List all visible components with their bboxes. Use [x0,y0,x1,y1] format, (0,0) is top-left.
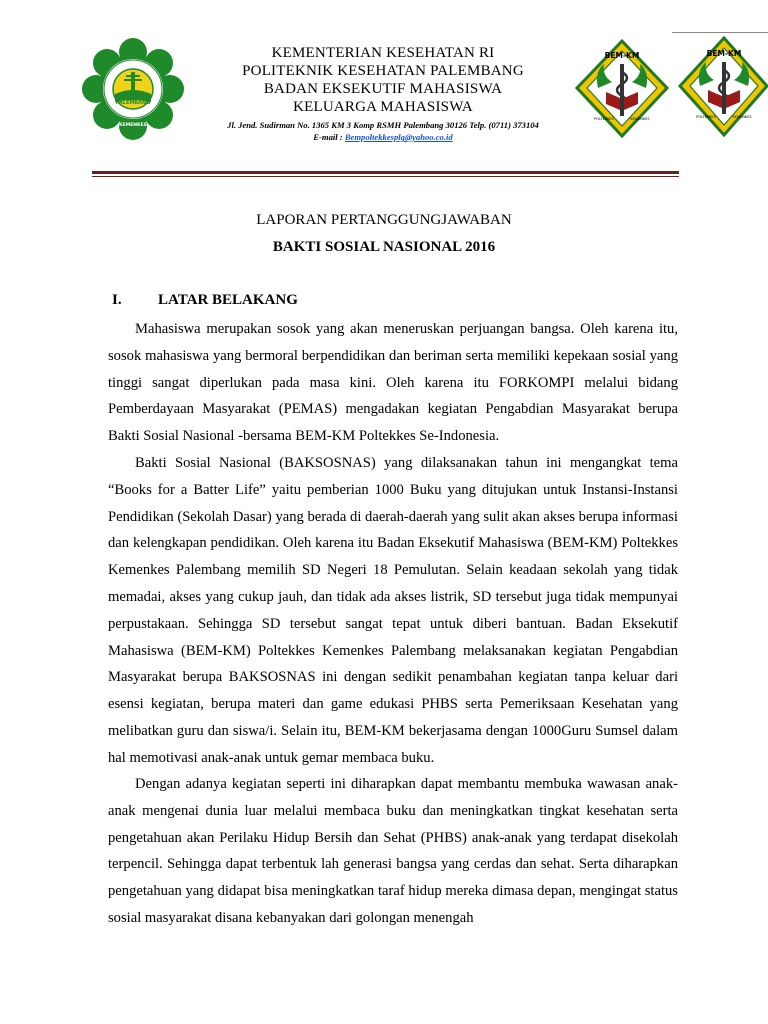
logo-right-text: KEMENKES [630,117,650,121]
letterhead [0,0,768,180]
email-link[interactable]: Bempoltekkesplg@yahoo.co.id [344,132,453,142]
logo-left-center-text: PALEMBANG [115,100,151,106]
bem-km-logo [572,38,672,140]
email-line [188,131,578,143]
poltekkes-logo [82,38,184,140]
ministry-name: KEMENTERIAN KESEHATAN RI [271,45,495,61]
header-rule-thin [92,176,679,177]
paragraph-2: Bakti Sosial Nasional (BAKSOSNAS) yang dilaksanakan tahun ini mengangkat tema “Books for a Batter Life” yaitu pemberian 1000 Buku yang ditujukan untuk Instansi-Instansi Pendidikan (Sekolah Dasar) yang berada di daerah-daerah yang sulit akan akses berupa informasi dan kelengkapan pendidikan. Oleh karena itu Badan Eksekutif Mahasiswa (BEM-KM) Poltekkes Kemenkes Palembang memilih SD Negeri 18 Pemulutan. Selain keadaan sekolah yang tidak memadai, akses yang cukup jauh, dan tidak ada akses listrik, SD tersebut juga tidak mempunyai perpustakaan. Sehingga SD tersebut sangat tepat untuk diberi bantuan. Badan Eksekutif Mahasiswa (BEM-KM) Poltekkes Kemenkes Palembang melaksanakan kegiatan Pengabdian Masyarakat berupa BAKSOSNAS ini dengan sedikit penambahan kegiatan tanpa keluar dari esensi kegiatan, berupa materi dan game edukasi PHBS serta Pemeriksaan Kesehatan yang melibatkan guru dan siswa/i. Selain itu, BEM-KM bekerjasama dengan 1000Guru Sumsel dalam hal memotivasi anak-anak untuk gemar membaca buku. [108,455,678,766]
address: Jl. Jend. Sudirman No. 1365 KM 3 Komp RSMH Palembang 30126 Telp. (0711) 373104 [227,120,539,130]
section-title: LATAR BELAKANG [158,292,298,308]
header-rule-thick [92,171,679,174]
logo-right-text: KEMENKES [732,115,752,119]
family-name: KELUARGA MAHASISWA [293,99,473,115]
polytechnic-name: POLITEKNIK KESEHATAN PALEMBANG [242,63,524,79]
section-heading [112,292,298,309]
logo-top-text: BEM-KM [706,49,742,58]
email-label: E-mail : [313,132,345,142]
logo-left-text: POLTEKKES [594,117,614,121]
bem-name: BADAN EKSEKUTIF MAHASISWA [263,81,503,97]
report-subtitle: BAKTI SOSIAL NASIONAL 2016 [272,239,496,255]
paragraph-1: Mahasiswa merupakan sosok yang akan meneruskan perjuangan bangsa. Oleh karena itu, sosok mahasiswa yang bermoral berpendidikan dan beriman serta memiliki kepekaan sosial yang tinggi sangat diperlukan pada masa kini. Oleh karena itu FORKOMPI melalui bidang Pemberdayaan Masyarakat (PEMAS) mengadakan kegiatan Pengabdian Masyarakat berupa Bakti Sosial Nasional -bersama BEM-KM Poltekkes Se-Indonesia. [108,321,678,445]
letterhead-text [188,44,578,143]
logo-top-text: BEM-KM [604,51,640,60]
paragraph-3: Dengan adanya kegiatan seperti ini diharapkan dapat membantu membuka wawasan anak- anak mengenai dunia luar melalui membaca buku dan meningkatkan tingkat kesehatan serta pengetahuan akan Perilaku Hidup Bersih dan Sehat (PHBS) anak-anak yang terdapat disekolah terpencil. Sehingga dapat terbentuk lah generasi bangsa yang cerdas dan sehat. Serta diharapkan pengetahuan yang didapat bisa meningkatkan taraf hidup mereka dimasa depan, mengingat status sosial masyarakat disana kebanyakan dari golongan menengah [108,776,678,926]
bem-km-logo-duplicate [674,34,768,140]
section-number: I. [112,292,122,308]
report-title: LAPORAN PERTANGGUNGJAWABAN [256,212,512,228]
logo-left-text: POLTEKKES [696,115,716,119]
logo-left-bottom-text: KEMENKES [119,123,147,128]
